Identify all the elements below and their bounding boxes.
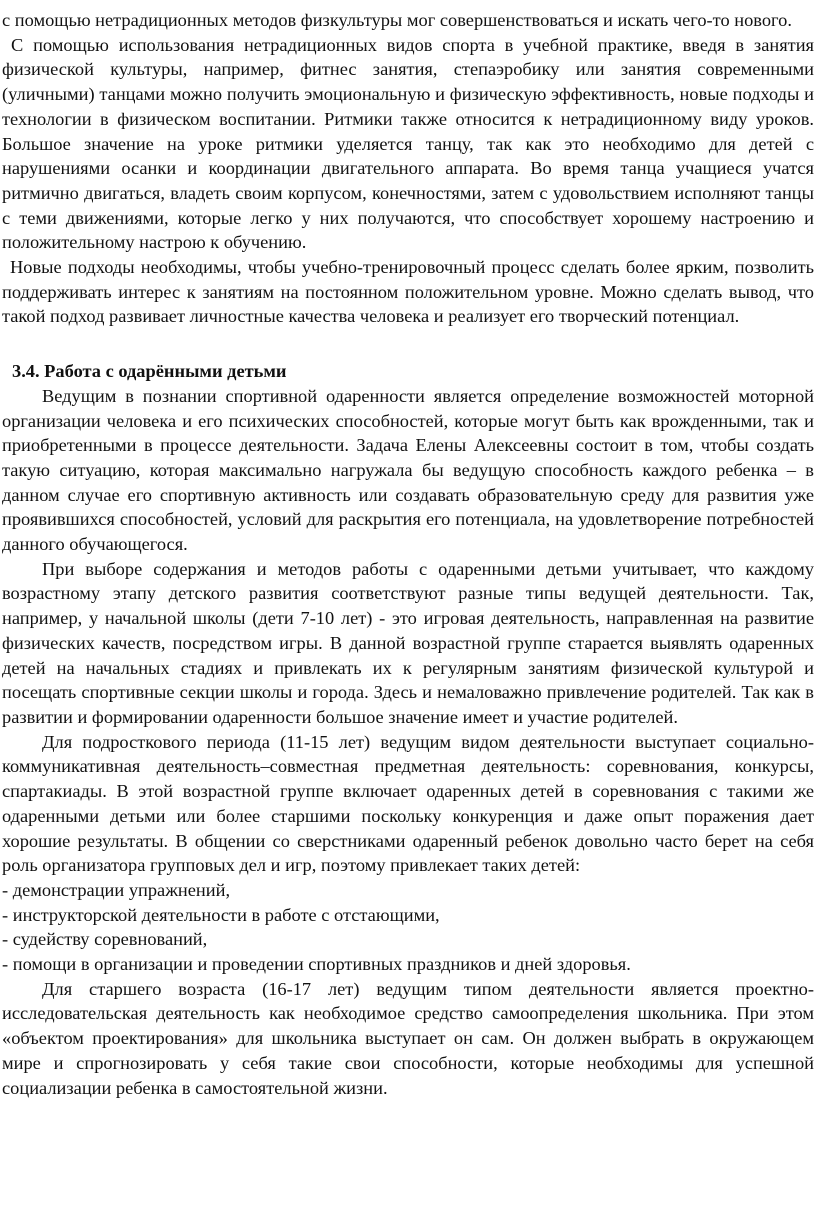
paragraph-intro-1: с помощью нетрадиционных методов физкультуры мог совершенствоваться и искать чего-то нового. bbox=[2, 10, 792, 30]
paragraph-intro-2: С помощью использования нетрадиционных видов спорта в учебной практике, введя в занятия физической культуры, например, фитнес занятия, степаэробику или занятия современными (уличными) танцами можно получить эмоциональную и физическую эффективность, новые подходы и технологии в физическом воспитании. Ритмики также относится к нетрадиционному виду уроков. Большое значение на уроке ритмики уделяется танцу, так как это необходимо для детей с нарушениями осанки и координации двигательного аппарата. Во время танца учащиеся учатся ритмично двигаться, владеть своим корпусом, конечностями, затем с удовольствием исполняют танцы с теми движениями, которые легко у них получаются, что способствует хорошему настроению и положительному настрою к обучению. bbox=[2, 34, 814, 253]
list-item: - судейству соревнований, bbox=[2, 929, 208, 950]
list-item: - помощи в организации и проведении спортивных праздников и дней здоровья. bbox=[2, 954, 631, 975]
paragraph-section-2: При выборе содержания и методов работы с одаренными детьми учитывает, что каждому возрастному этапу детского развития соответствуют разные типы ведущей деятельности. Так, например, у начальной школы (дети 7-10 лет) - это игровая деятельность, направленная на развитие физических качеств, посредством игры. В данной возрастной группе старается выявлять одаренных детей на начальных стадиях и привлекать их к регулярным занятиям физической культурой и посещать спортивные секции школы и города. Здесь и немаловажно привлечение родителей. Так как в развитии и формировании одаренности большое значение имеет и участие родителей. bbox=[2, 558, 814, 727]
list-item: - инструкторской деятельности в работе с отстающими, bbox=[2, 904, 440, 925]
paragraph-section-3: Для подросткового периода (11-15 лет) ведущим видом деятельности выступает социально-коммуникативная деятельность–совместная предметная деятельность: соревнования, конкурсы, спартакиады. В этой возрастной группе включает одаренных детей в соревнования с такими же одаренными детьми или более старшими поскольку конкуренция и даже опыт поражения дает хорошие результаты. В общении со сверстниками одаренный ребенок довольно часто берет на себя роль организатора групповых дел и игр, поэтому привлекает таких детей: bbox=[2, 731, 814, 876]
paragraph-section-1: Ведущим в познании спортивной одаренности является определение возможностей моторной организации человека и его психических способностей, которые могут быть как врожденными, так и приобретенными в процессе деятельности. Задача Елены Алексеевны состоит в том, чтобы создать такую ситуацию, которая максимально нагружала бы ведущую способность каждого ребенка – в данном случае его спортивную активность или создавать образовательную среду для развития уже проявившихся способностей, условий для раскрытия его потенциала, на удовлетворение потребностей данного обучающегося. bbox=[2, 385, 814, 555]
list-item: - демонстрации упражнений, bbox=[2, 879, 231, 900]
bullet-list bbox=[2, 878, 814, 977]
paragraph-intro-3: Новые подходы необходимы, чтобы учебно-тренировочный процесс сделать более ярким, позволить поддерживать интерес к занятиям на постоянном положительном уровне. Можно сделать вывод, что такой подход развивает личностные качества человека и реализует его творческий потенциал. bbox=[2, 257, 814, 327]
paragraph-final: Для старшего возраста (16-17 лет) ведущим типом деятельности является проектно-исследовательская деятельность как необходимое средство самоопределения школьника. При этом «объектом проектирования» для школьника выступает он сам. Он должен выбрать в окружающем мире и спрогнозировать у себя такие свои способности, которые необходимы для успешной социализации ребенка в самостоятельной жизни. bbox=[2, 978, 814, 1098]
section-heading: 3.4. Работа с одарёнными детьми bbox=[12, 361, 287, 382]
